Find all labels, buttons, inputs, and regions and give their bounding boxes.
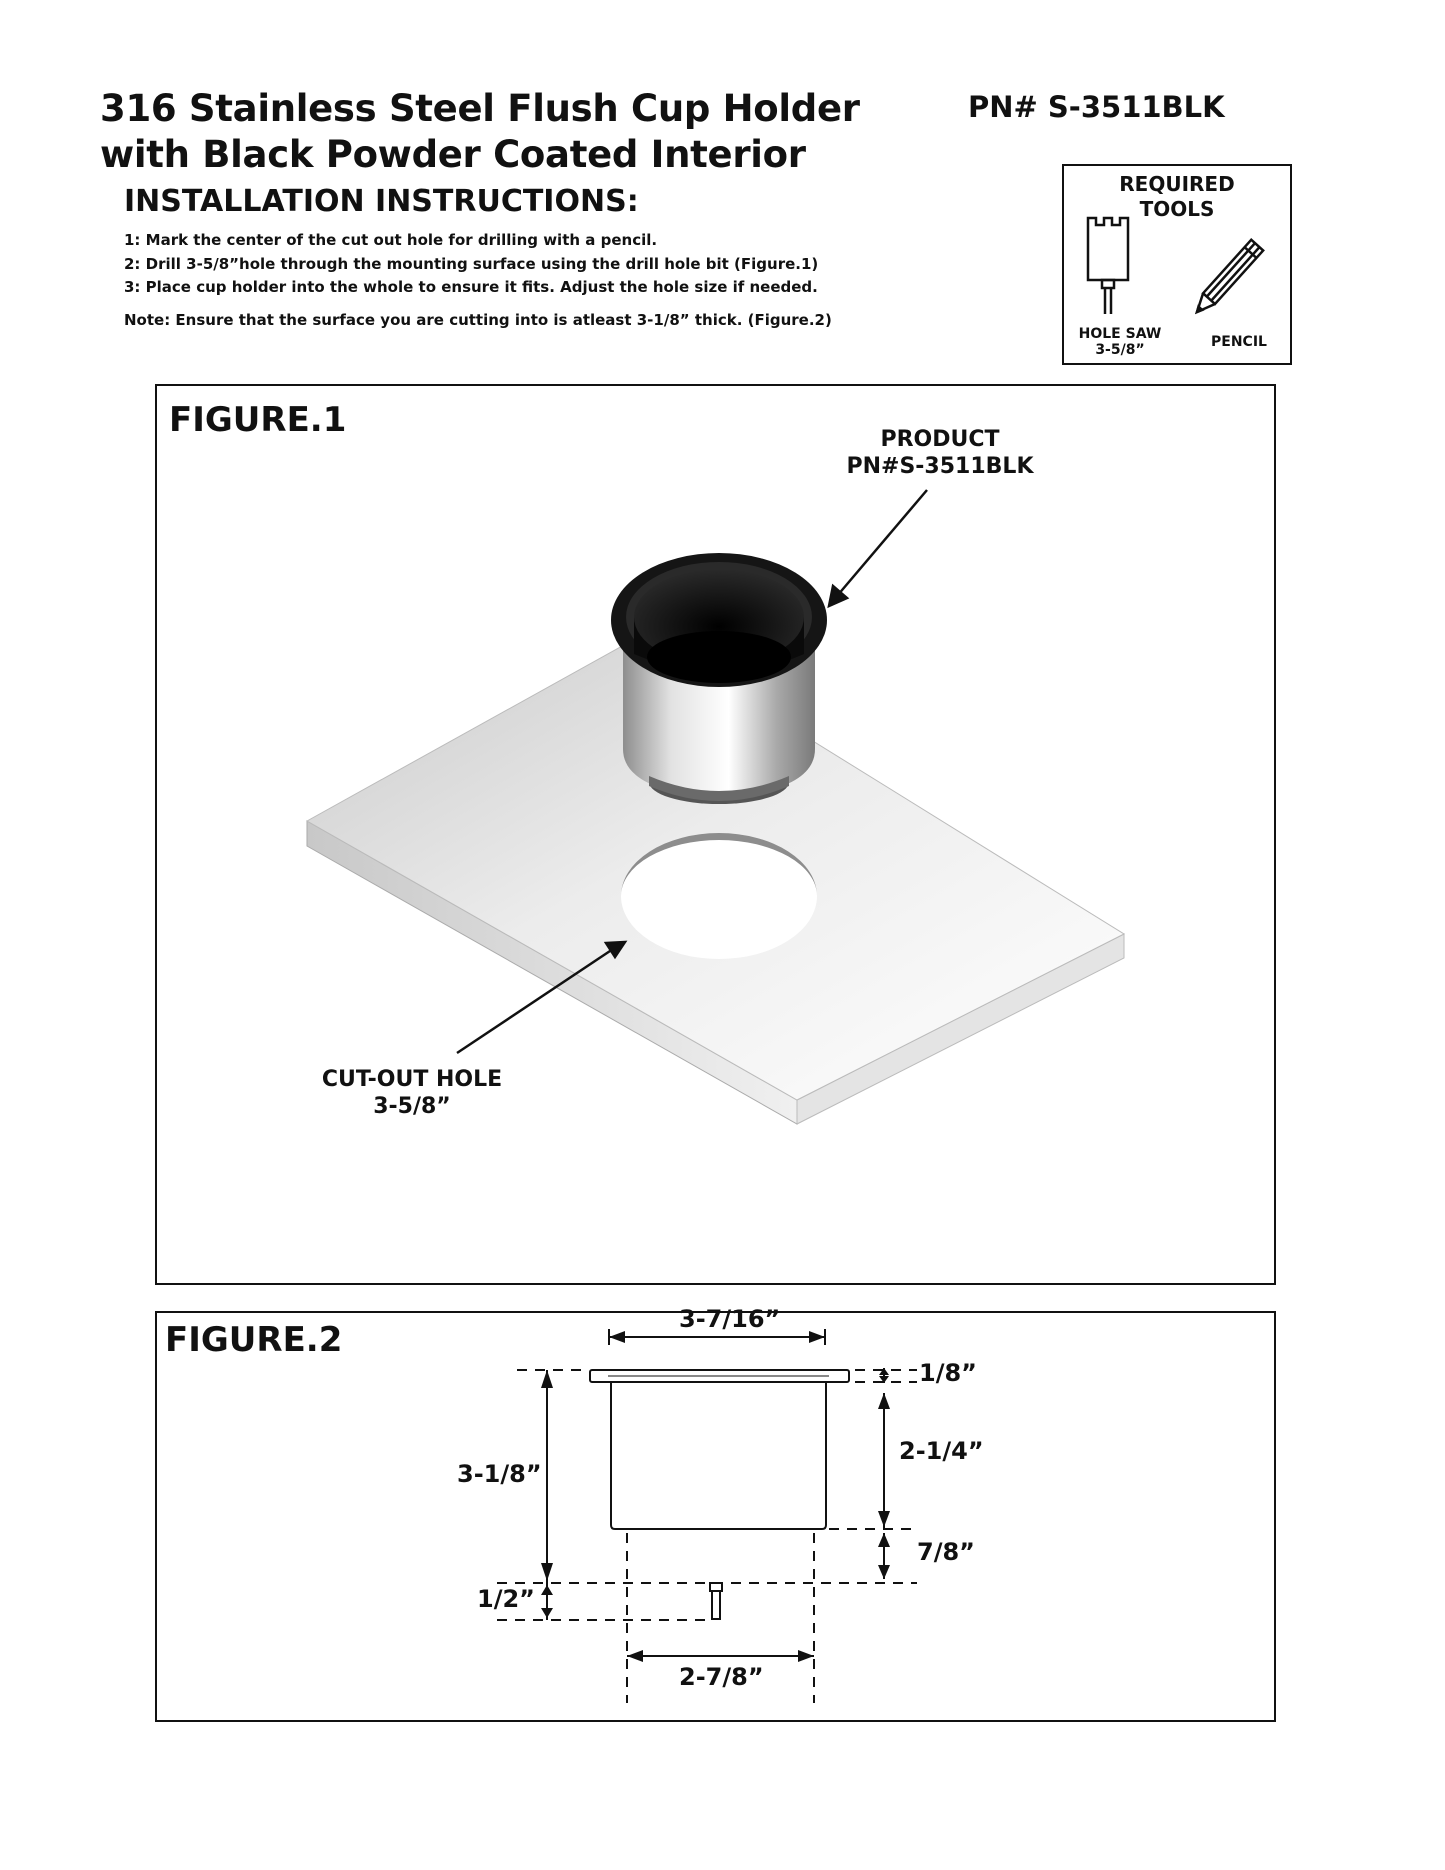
step-3: 3: Place cup holder into the whole to ensure it fits. Adjust the hole size if needed. — [124, 278, 818, 296]
cutout-callout-line-1: CUT-OUT HOLE — [321, 1067, 503, 1092]
figure-2-label: FIGURE.2 — [165, 1320, 343, 1360]
title-line-2: with Black Powder Coated Interior — [100, 133, 806, 176]
product-callout-line-2: PN#S-3511BLK — [846, 454, 1034, 479]
product-callout — [845, 426, 1035, 480]
extension-lines — [497, 1370, 917, 1703]
dim-base-width: 2-7/8” — [679, 1663, 764, 1691]
figure-1 — [155, 384, 1276, 1285]
cutout-callout — [312, 1066, 512, 1120]
instruction-steps — [124, 229, 818, 300]
required-tools-box — [1062, 164, 1292, 365]
required-tools-line-2: TOOLS — [1139, 197, 1215, 221]
hole-saw-label-line-1: HOLE SAW — [1078, 326, 1162, 342]
cup-holder-product — [611, 553, 827, 804]
step-2: 2: Drill 3-5/8”hole through the mounting surface using the drill hole bit (Figure.1) — [124, 254, 819, 273]
dim-top-width: 3-7/16” — [679, 1305, 781, 1333]
hole-saw-label — [1070, 326, 1170, 358]
dim-total-height: 3-1/8” — [457, 1460, 542, 1488]
pencil-label: PENCIL — [1211, 334, 1267, 350]
dimension-arrowheads — [541, 1331, 890, 1662]
product-callout-arrow — [829, 490, 927, 606]
figure-1-drawing — [157, 386, 1278, 1287]
part-number: PN# S-3511BLK — [968, 90, 1225, 124]
instructions-heading: INSTALLATION INSTRUCTIONS: — [124, 184, 639, 219]
cup-holder-profile — [590, 1370, 849, 1619]
dimension-lines — [547, 1329, 884, 1656]
dim-bottom-height: 7/8” — [917, 1538, 975, 1566]
title-line-1: 316 Stainless Steel Flush Cup Holder — [100, 87, 860, 130]
dim-flange: 1/8” — [919, 1359, 977, 1387]
figure-2 — [155, 1305, 1276, 1722]
cut-out-hole — [621, 833, 817, 959]
product-callout-line-1: PRODUCT — [880, 427, 1000, 452]
hole-saw-label-line-2: 3-5/8” — [1095, 342, 1145, 358]
required-tools-line-1: REQUIRED — [1119, 172, 1235, 196]
figure-1-label: FIGURE.1 — [169, 400, 347, 440]
document-title — [100, 86, 860, 178]
thickness-note: Note: Ensure that the surface you are cutting into is atleast 3-1/8” thick. (Figure.2) — [124, 311, 832, 329]
cutout-callout-line-2: 3-5/8” — [373, 1094, 451, 1119]
dim-body-height: 2-1/4” — [899, 1437, 984, 1465]
hole-saw-icon — [1088, 218, 1128, 314]
pencil-icon — [1191, 240, 1263, 318]
step-1: 1: Mark the center of the cut out hole for drilling with a pencil. — [124, 231, 658, 249]
dim-drain-height: 1/2” — [477, 1585, 535, 1613]
